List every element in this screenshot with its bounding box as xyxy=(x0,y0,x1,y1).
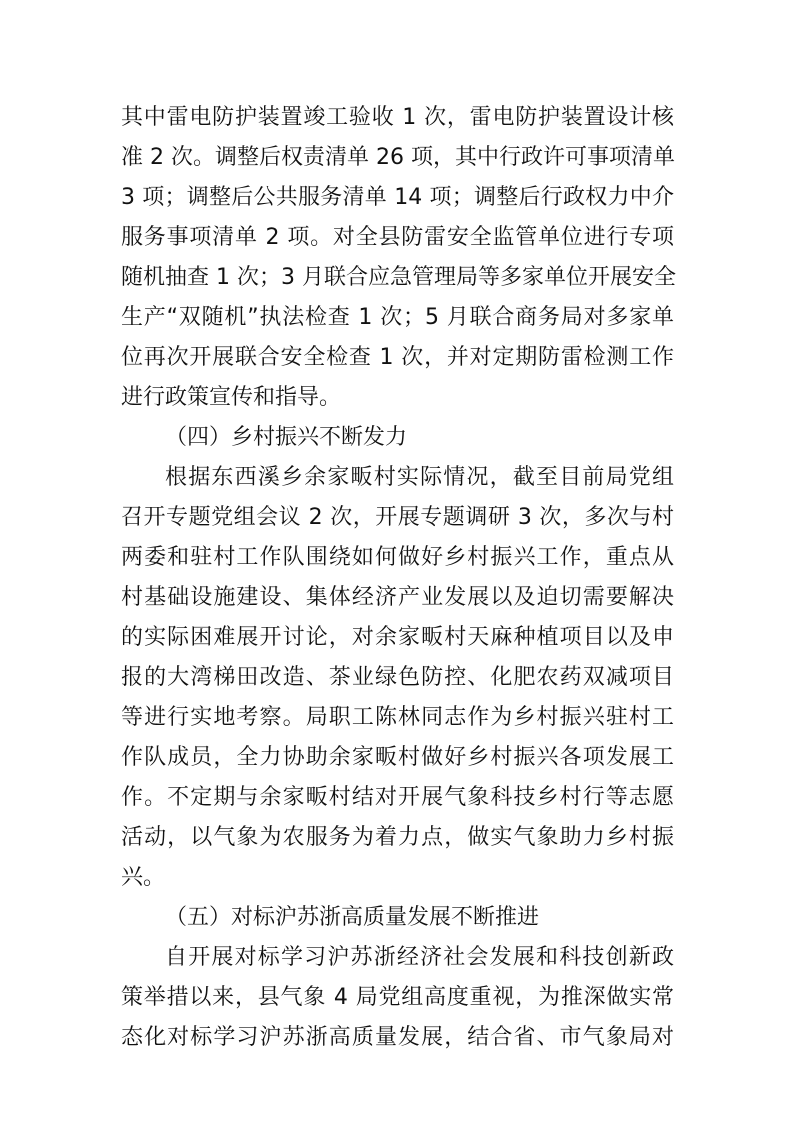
paragraph-line: 两委和驻村工作队围绕如何做好乡村振兴工作，重点从 xyxy=(121,545,674,570)
paragraph-line: 自开展对标学习沪苏浙经济社会发展和科技创新政 xyxy=(165,945,674,970)
paragraph-line: 报的大湾梯田改造、茶业绿色防控、化肥农药双减项目 xyxy=(121,665,674,690)
paragraph-line: 策举措以来，县气象 4 局党组高度重视，为推深做实常 xyxy=(121,985,674,1010)
paragraph-line: 村基础设施建设、集体经济产业发展以及迫切需要解决 xyxy=(121,585,674,610)
paragraph-line: 态化对标学习沪苏浙高质量发展，结合省、市气象局对 xyxy=(121,1025,674,1050)
paragraph-line: 3 项；调整后公共服务清单 14 项；调整后行政权力中介 xyxy=(121,185,674,210)
paragraph-line: 进行政策宣传和指导。 xyxy=(121,385,342,410)
paragraph-line: 位再次开展联合安全检查 1 次，并对定期防雷检测工作 xyxy=(121,345,674,370)
paragraph-line: 作队成员，全力协助余家畈村做好乡村振兴各项发展工 xyxy=(121,745,674,770)
paragraph-line: 作。不定期与余家畈村结对开展气象科技乡村行等志愿 xyxy=(121,785,674,810)
paragraph-line: 活动，以气象为农服务为着力点，做实气象助力乡村振 xyxy=(121,825,674,850)
paragraph-line: 的实际困难展开讨论，对余家畈村天麻种植项目以及申 xyxy=(121,625,674,650)
section-heading-5: （五）对标沪苏浙高质量发展不断推进 xyxy=(165,905,540,930)
paragraph-line: 等进行实地考察。局职工陈林同志作为乡村振兴驻村工 xyxy=(121,705,674,730)
paragraph-line: 召开专题党组会议 2 次，开展专题调研 3 次，多次与村 xyxy=(121,505,674,530)
paragraph-line: 兴。 xyxy=(121,865,166,890)
paragraph-line: 服务事项清单 2 项。对全县防雷安全监管单位进行专项 xyxy=(121,225,674,250)
paragraph-line: 其中雷电防护装置竣工验收 1 次，雷电防护装置设计核 xyxy=(121,105,674,130)
paragraph-line: 准 2 次。调整后权责清单 26 项，其中行政许可事项清单 xyxy=(121,145,675,170)
section-heading-4: （四）乡村振兴不断发力 xyxy=(165,425,408,450)
paragraph-line: 生产“双随机”执法检查 1 次；5 月联合商务局对多家单 xyxy=(121,305,674,330)
paragraph-line: 根据东西溪乡余家畈村实际情况，截至目前局党组 xyxy=(165,465,674,490)
paragraph-line: 随机抽查 1 次；3 月联合应急管理局等多家单位开展安全 xyxy=(121,265,676,290)
